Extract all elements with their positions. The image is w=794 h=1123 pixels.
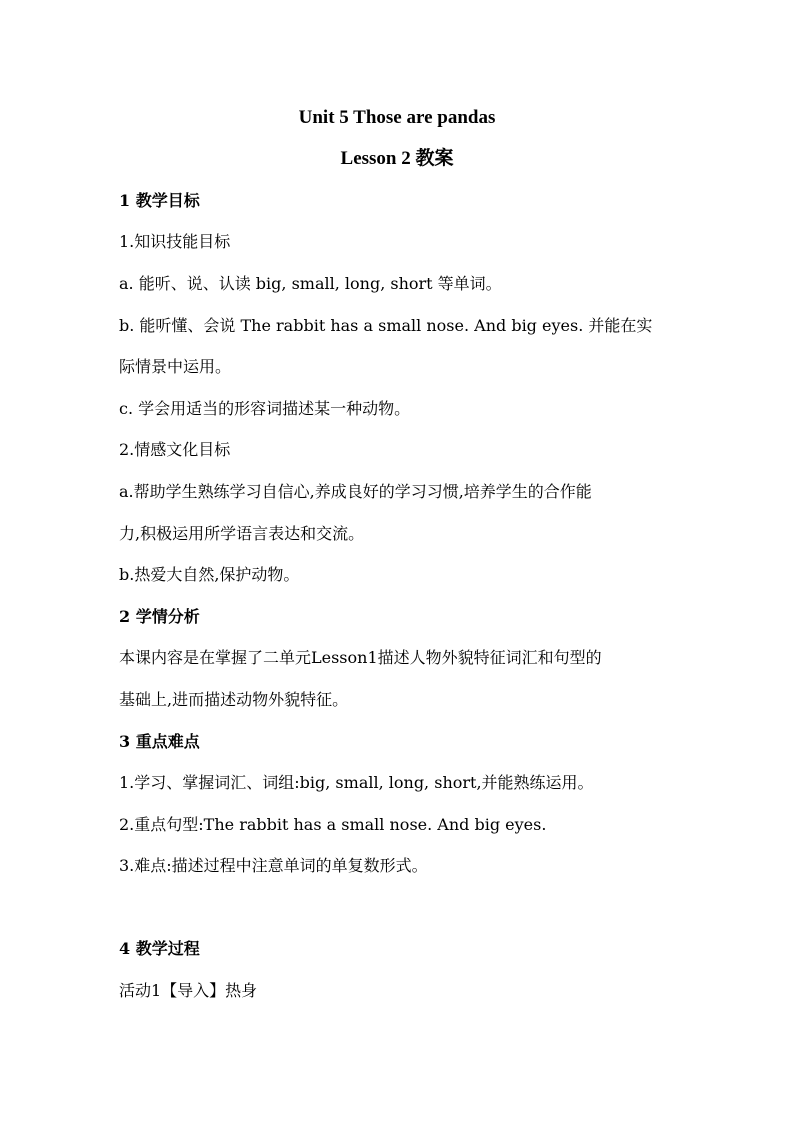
document-title: Unit 5 Those are pandas — [298, 107, 496, 128]
section-heading: 2 学情分析 — [119, 607, 200, 626]
paragraph-line: a. 能听、说、认读 big, small, long, short 等单词。 — [119, 274, 502, 293]
paragraph-line: b.热爱大自然,保护动物。 — [119, 565, 300, 584]
paragraph-line: a.帮助学生熟练学习自信心,养成良好的学习习惯,培养学生的合作能 — [119, 482, 592, 501]
section-heading: 4 教学过程 — [119, 939, 200, 958]
section-heading: 1 教学目标 — [119, 191, 200, 210]
paragraph-line: 力,积极运用所学语言表达和交流。 — [119, 524, 365, 543]
paragraph-line: 本课内容是在掌握了二单元Lesson1描述人物外貌特征词汇和句型的 — [119, 648, 602, 667]
paragraph-line: 1.知识技能目标 — [119, 232, 231, 251]
paragraph-line: 际情景中运用。 — [119, 357, 232, 376]
paragraph-line: 2.重点句型:The rabbit has a small nose. And big eyes. — [119, 815, 547, 834]
section-heading: 3 重点难点 — [119, 732, 200, 751]
paragraph-line: 2.情感文化目标 — [119, 440, 231, 459]
paragraph-line: 基础上,进而描述动物外貌特征。 — [119, 690, 349, 709]
paragraph-line: 活动1【导入】热身 — [119, 981, 258, 1000]
paragraph-line: c. 学会用适当的形容词描述某一种动物。 — [119, 399, 411, 418]
paragraph-line: 1.学习、掌握词汇、词组:big, small, long, short,并能熟练运用。 — [119, 773, 594, 792]
paragraph-line: 3.难点:描述过程中注意单词的单复数形式。 — [119, 856, 428, 875]
document-subtitle: Lesson 2 教案 — [340, 148, 454, 169]
paragraph-line: b. 能听懂、会说 The rabbit has a small nose. And big eyes. 并能在实 — [119, 316, 653, 335]
